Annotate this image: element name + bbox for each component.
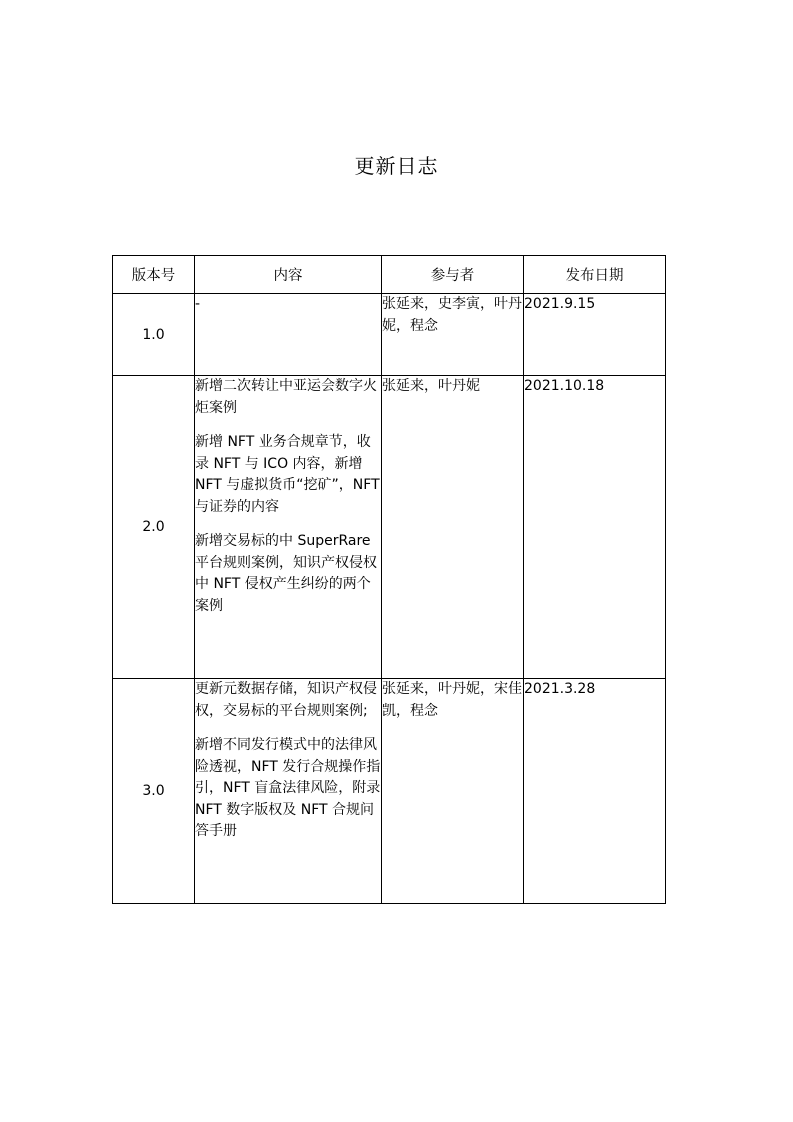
- content-cell: [195, 294, 382, 376]
- content-item: 新增交易标的中 SuperRare 平台规则案例，知识产权侵权中 NFT 侵权产生纠纷的两个案例: [195, 533, 377, 614]
- header-version: 版本号: [113, 256, 195, 294]
- changelog-table: [112, 255, 666, 904]
- table-row: [113, 294, 666, 376]
- date-cell: 2021.3.28: [524, 679, 666, 904]
- content-cell: [195, 376, 382, 679]
- content-cell: [195, 679, 382, 904]
- participants-cell: 张延来，叶丹妮，宋佳凯，程念: [382, 679, 524, 904]
- header-participants: 参与者: [382, 256, 524, 294]
- header-content: 内容: [195, 256, 382, 294]
- content-item: 新增不同发行模式中的法律风险透视，NFT 发行合规操作指引，NFT 盲盒法律风险，附录 NFT 数字版权及 NFT 合规问答手册: [195, 737, 381, 839]
- content-item: 新增 NFT 业务合规章节，收录 NFT 与 ICO 内容，新增 NFT 与虚拟货币“挖矿”，NFT 与证券的内容: [195, 434, 380, 515]
- table-header-row: [113, 256, 666, 294]
- participants-cell: 张延来，史李寅，叶丹妮，程念: [382, 294, 524, 376]
- page-title: 更新日志: [354, 154, 439, 178]
- participants-cell: 张延来，叶丹妮: [382, 376, 524, 679]
- date-cell: 2021.9.15: [524, 294, 666, 376]
- content-item: -: [195, 296, 201, 312]
- version-cell: 1.0: [113, 294, 195, 376]
- content-item: 新增二次转让中亚运会数字火炬案例: [195, 378, 377, 416]
- version-cell: 3.0: [113, 679, 195, 904]
- date-cell: 2021.10.18: [524, 376, 666, 679]
- version-cell: 2.0: [113, 376, 195, 679]
- table-row: [113, 376, 666, 679]
- content-item: 更新元数据存储，知识产权侵权，交易标的平台规则案例;: [195, 681, 377, 719]
- header-date: 发布日期: [524, 256, 666, 294]
- table-row: [113, 679, 666, 904]
